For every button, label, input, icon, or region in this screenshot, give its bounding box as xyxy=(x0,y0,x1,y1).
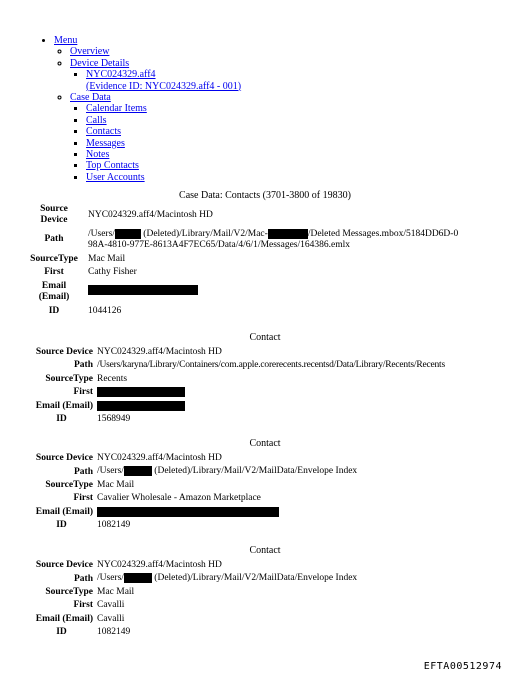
value-id: 1082149 xyxy=(97,627,131,638)
menu-root xyxy=(54,35,502,183)
label-source-device: Source Device xyxy=(40,204,68,226)
redaction-bar xyxy=(97,387,185,397)
menu-item-user-accounts xyxy=(86,172,502,183)
contacts-link[interactable]: Contacts xyxy=(86,126,121,138)
row-source-type xyxy=(30,585,357,598)
value-path xyxy=(88,227,488,252)
value-source-type: Mac Mail xyxy=(97,587,135,597)
label-source-type: SourceType xyxy=(45,480,93,490)
value-source-device: NYC024329.aff4/Macintosh HD xyxy=(97,347,222,357)
label-source-device: Source Device xyxy=(35,560,93,570)
redaction-bar xyxy=(88,285,198,295)
row-first xyxy=(30,265,488,278)
row-first xyxy=(30,385,445,399)
label-email: Email (Email) xyxy=(38,280,70,303)
value-source-device: NYC024329.aff4/Macintosh HD xyxy=(88,210,213,220)
label-first: First xyxy=(44,267,64,278)
menu-item-messages xyxy=(86,138,502,149)
row-source-device xyxy=(30,453,357,464)
messages-link[interactable]: Messages xyxy=(86,137,125,149)
document-id-footer: EFTA00512974 xyxy=(423,661,502,672)
label-first: First xyxy=(73,387,93,398)
row-source-device xyxy=(30,204,488,227)
menu-link[interactable]: Menu xyxy=(54,35,78,46)
contacts-section-4 xyxy=(30,545,500,639)
label-source-type: SourceType xyxy=(30,253,78,264)
row-id xyxy=(30,625,357,638)
path-part-a: /Users/ xyxy=(88,229,115,239)
label-source-device: Source Device xyxy=(35,453,93,463)
label-email: Email (Email) xyxy=(35,613,93,624)
value-email xyxy=(88,279,488,304)
section-caption: Contact xyxy=(249,438,281,449)
label-path: Path xyxy=(74,466,93,477)
value-source-type: Mac Mail xyxy=(97,480,135,490)
value-email xyxy=(97,399,445,413)
section-caption: Case Data: Contacts (3701-3800 of 19830) xyxy=(179,190,351,201)
redaction-bar xyxy=(268,229,308,239)
value-email: Cavalli xyxy=(97,613,125,624)
row-email xyxy=(30,279,488,304)
row-first xyxy=(30,598,357,611)
value-source-type: Recents xyxy=(97,373,128,384)
label-source-device: Source Device xyxy=(35,347,93,357)
label-email: Email (Email) xyxy=(35,400,93,411)
redaction-bar xyxy=(124,573,152,583)
value-path: /Users/karyna/Library/Containers/com.apple.corerecents.recentsd/Data/Library/Recents/Recents xyxy=(97,360,445,371)
menu-item-notes xyxy=(86,149,502,160)
value-email xyxy=(97,505,357,519)
contacts-section-2 xyxy=(30,332,500,426)
path-part-b: (Deleted)/Library/Mail/V2/MailData/Envelope Index xyxy=(151,573,358,584)
label-id: ID xyxy=(48,306,60,317)
value-id: 1082149 xyxy=(97,520,131,531)
row-id xyxy=(30,518,357,531)
row-path xyxy=(30,358,445,371)
menu-item-device-file xyxy=(86,69,502,92)
value-source-type: Mac Mail xyxy=(88,253,126,264)
menu-item-case-data xyxy=(70,92,502,183)
menu-item-calls xyxy=(86,115,502,126)
redaction-bar xyxy=(115,229,141,239)
row-email xyxy=(30,612,357,625)
section-caption: Contact xyxy=(249,332,281,343)
row-path xyxy=(30,571,357,585)
row-first xyxy=(30,491,357,504)
menu-item-top-contacts xyxy=(86,160,502,171)
label-first: First xyxy=(73,493,93,504)
device-file-link[interactable]: NYC024329.aff4 xyxy=(86,69,156,81)
row-path xyxy=(30,227,488,252)
row-path xyxy=(30,464,357,478)
calendar-items-link[interactable]: Calendar Items xyxy=(86,103,147,115)
redaction-bar xyxy=(124,466,152,476)
user-accounts-link[interactable]: User Accounts xyxy=(86,171,145,183)
menu-item-device-details xyxy=(70,58,502,92)
section-caption: Contact xyxy=(249,545,281,556)
calls-link[interactable]: Calls xyxy=(86,114,107,126)
path-part-b: (Deleted)/Library/Mail/V2/MailData/Envelope Index xyxy=(151,466,358,477)
label-id: ID xyxy=(56,520,67,531)
path-part-a: /Users/ xyxy=(97,573,124,584)
menu-item-calendar xyxy=(86,103,502,114)
label-path: Path xyxy=(44,233,64,244)
overview-link[interactable]: Overview xyxy=(70,46,110,58)
path-part-c: /Deleted Messages.mbox/5184DD6D-0 xyxy=(307,229,459,239)
contact-table xyxy=(30,204,488,318)
label-first: First xyxy=(73,600,93,611)
contacts-section-1 xyxy=(30,190,500,318)
value-path xyxy=(97,464,357,478)
value-id: 1044126 xyxy=(88,306,122,317)
path-part-a: /Users/ xyxy=(97,466,124,477)
value-first xyxy=(97,385,445,399)
row-id xyxy=(30,412,445,425)
contacts-section-3 xyxy=(30,438,500,532)
contact-table xyxy=(30,347,445,426)
device-details-link[interactable]: Device Details xyxy=(70,57,130,69)
label-source-type: SourceType xyxy=(45,373,93,384)
label-id: ID xyxy=(56,414,67,425)
row-source-type xyxy=(30,372,445,385)
value-source-device: NYC024329.aff4/Macintosh HD xyxy=(97,453,222,463)
row-source-type xyxy=(30,478,357,491)
menu-item-contacts xyxy=(86,126,502,137)
row-source-device xyxy=(30,347,445,358)
contact-table xyxy=(30,560,357,639)
evidence-id-link[interactable]: (Evidence ID: NYC024329.aff4 - 001) xyxy=(86,80,242,92)
value-first: Cavalli xyxy=(97,600,125,611)
row-email xyxy=(30,505,357,519)
path-line-2: 98A-4810-977E-8613A4F7EC65/Data/4/6/1/Messages/164386.emlx xyxy=(88,240,351,251)
navigation-menu xyxy=(42,35,502,183)
notes-link[interactable]: Notes xyxy=(86,149,110,161)
value-id: 1568949 xyxy=(97,414,131,425)
redaction-bar xyxy=(97,507,279,517)
label-path: Path xyxy=(74,573,93,584)
value-source-device: NYC024329.aff4/Macintosh HD xyxy=(97,560,222,570)
label-id: ID xyxy=(56,627,67,638)
value-first: Cavalier Wholesale - Amazon Marketplace xyxy=(97,493,261,504)
row-source-device xyxy=(30,560,357,571)
row-email xyxy=(30,399,445,413)
row-id xyxy=(30,303,488,317)
row-source-type xyxy=(30,252,488,265)
menu-item-overview xyxy=(70,46,502,57)
value-first: Cathy Fisher xyxy=(88,267,137,278)
redaction-bar xyxy=(97,401,185,411)
label-email: Email (Email) xyxy=(35,506,93,517)
label-source-type: SourceType xyxy=(45,587,93,597)
case-data-link[interactable]: Case Data xyxy=(70,92,111,104)
top-contacts-link[interactable]: Top Contacts xyxy=(86,160,139,172)
contact-table xyxy=(30,453,357,532)
path-part-b: (Deleted)/Library/Mail/V2/Mac- xyxy=(140,229,268,239)
value-path xyxy=(97,571,357,585)
label-path: Path xyxy=(74,360,93,371)
